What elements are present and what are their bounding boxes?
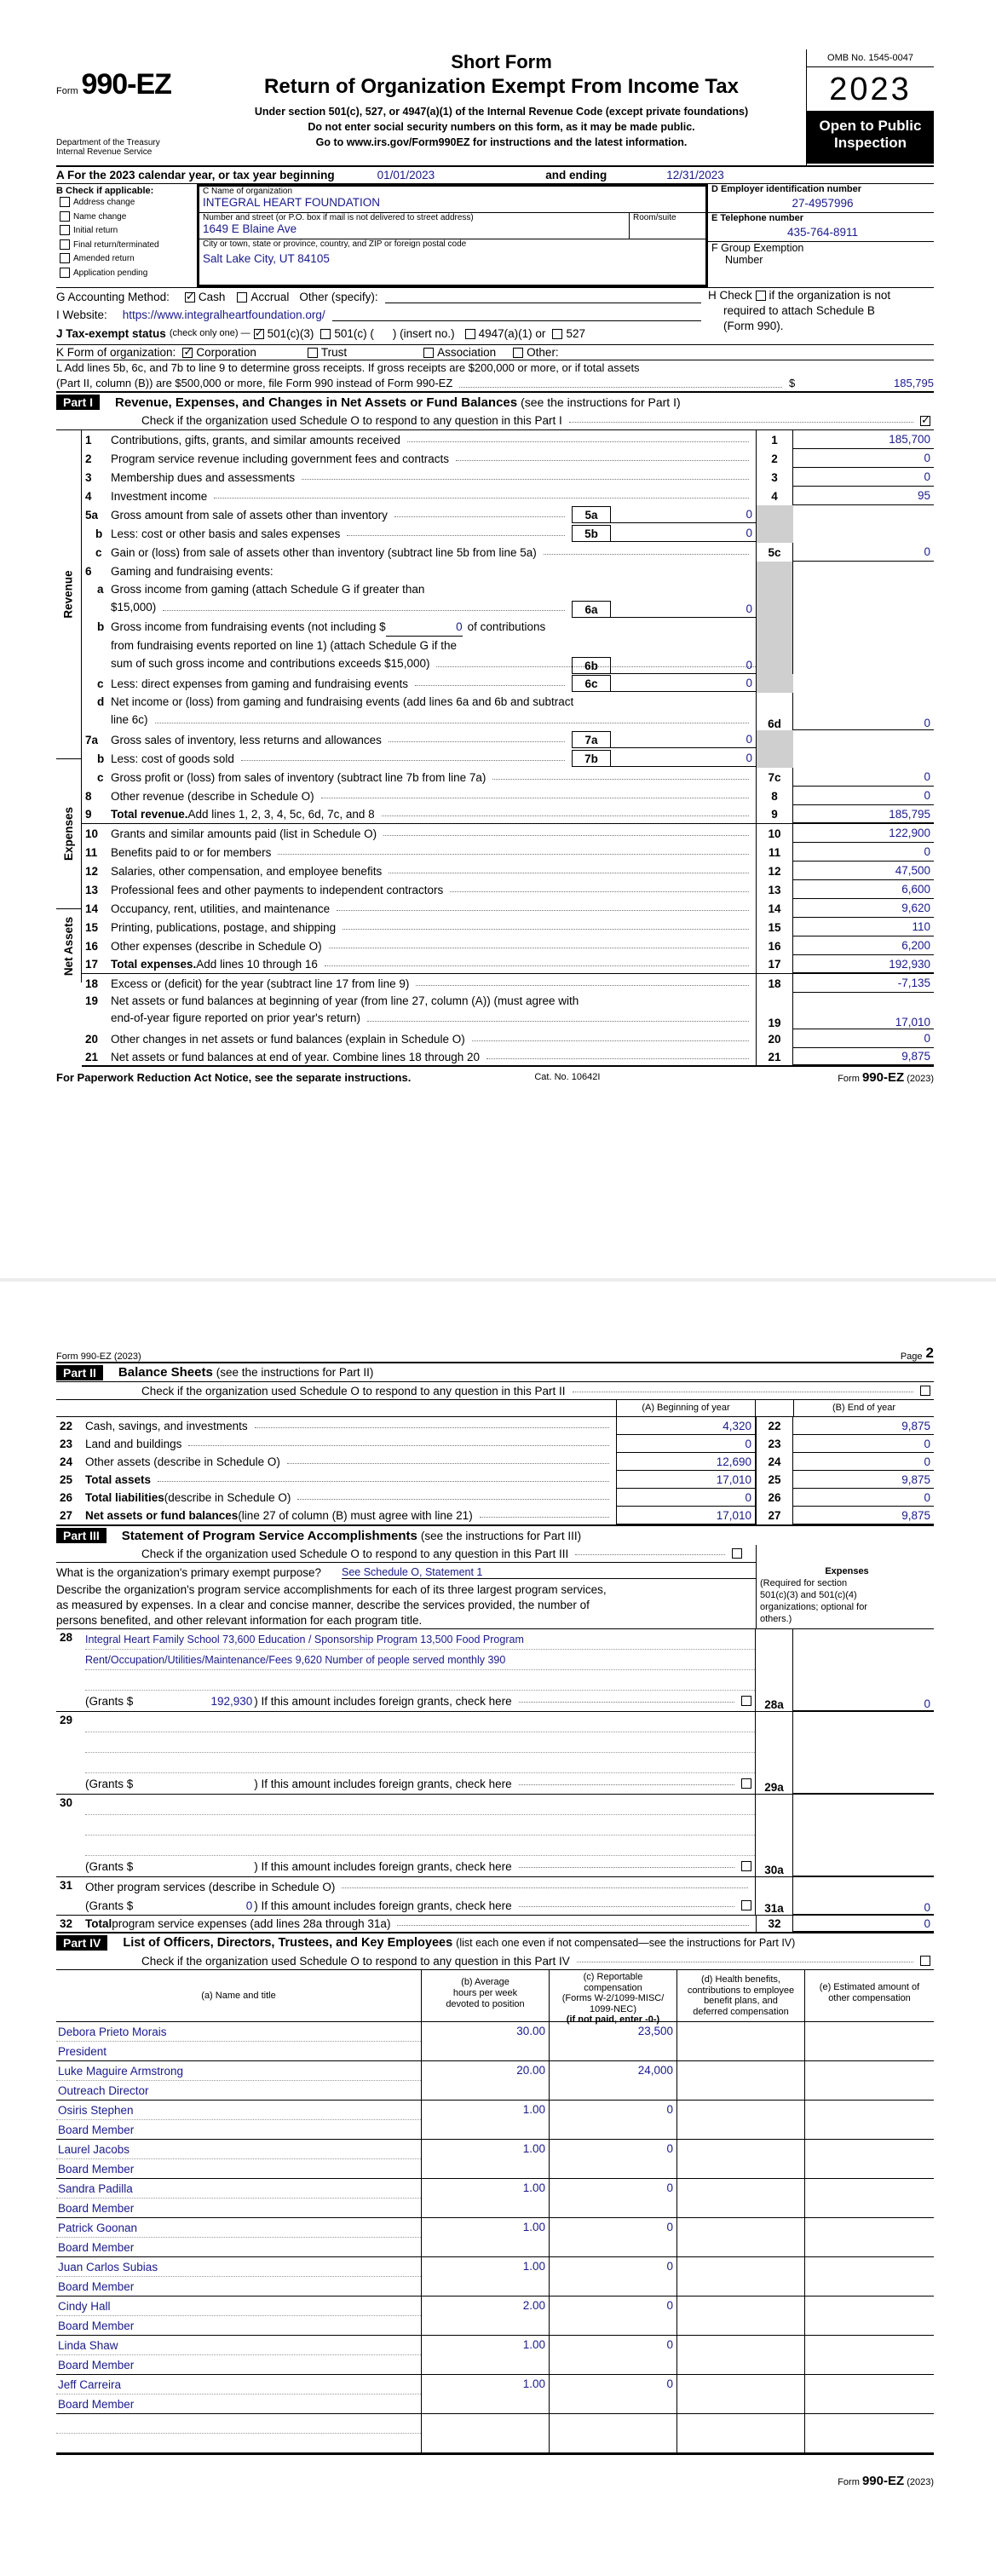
part1-title: Revenue, Expenses, and Changes in Net Assets or Fund Balances bbox=[115, 395, 518, 410]
line-a bbox=[56, 167, 934, 184]
line-18: 18 Excess or (deficit) for the year (subtract line 17 from line 9) 18 -7,135 bbox=[82, 974, 934, 993]
officer-compensation: 23,500 bbox=[549, 2022, 676, 2061]
balance-sheet-rows bbox=[56, 1416, 934, 1526]
total-revenue: 185,795 bbox=[793, 805, 934, 823]
officer-hours: 2.00 bbox=[421, 2297, 549, 2336]
line-h[interactable]: H Check if the organization is not bbox=[708, 289, 891, 302]
col-hours-1: (b) Average bbox=[461, 1977, 510, 1987]
line-l bbox=[56, 360, 934, 393]
line-3: 3 Membership dues and assessments 3 0 bbox=[82, 468, 934, 487]
j-501c3[interactable]: ✓ 501(c)(3) bbox=[254, 327, 314, 340]
line-17: 17 Total expenses. Add lines 10 through 16 17 192,930 bbox=[82, 955, 934, 974]
d-label: D Employer identification number bbox=[711, 184, 862, 194]
city-label: City or town, state or province, country, and ZIP or foreign postal code bbox=[203, 239, 467, 249]
part4-col-headers bbox=[56, 1969, 934, 2025]
officer-compensation: 24,000 bbox=[549, 2061, 676, 2101]
ein-value: 27-4957996 bbox=[792, 197, 854, 210]
officer-hours: 1.00 bbox=[421, 2336, 549, 2375]
open-public-label: Open to Public bbox=[819, 118, 922, 134]
part3-desc-1: Describe the organization's program service accomplishments for each of its three largest program services, bbox=[56, 1583, 607, 1596]
l-dollar: $ bbox=[789, 377, 796, 389]
line-11: 11 Benefits paid to or for members 11 0 bbox=[82, 843, 934, 862]
form-subtitle-3: Go to www.irs.gov/Form990EZ for instructions and the latest information. bbox=[315, 136, 688, 148]
officer-row-empty bbox=[56, 2414, 934, 2453]
line-7b: b Less: cost of goods sold 7b 0 bbox=[82, 749, 934, 768]
end-value: 9,875 bbox=[793, 1507, 934, 1524]
irs-label: Internal Revenue Service bbox=[56, 147, 153, 157]
page-number: 2 bbox=[925, 1345, 934, 1361]
officer-name: Patrick Goonan bbox=[56, 2218, 421, 2238]
officer-title: President bbox=[56, 2042, 421, 2061]
line-5b: b Less: cost or other basis and sales expenses 5b 0 bbox=[82, 524, 934, 543]
col-benefits-1: (d) Health benefits, bbox=[701, 1974, 780, 1985]
b-final-return[interactable]: Final return/terminated bbox=[60, 239, 197, 253]
g-cash[interactable]: ✓ Cash bbox=[185, 291, 226, 303]
col-other-2: other compensation bbox=[828, 1993, 911, 2003]
l-text-1: L Add lines 5b, 6c, and 7b to line 9 to determine gross receipts. If gross receipts are $200,000 or more, or if total assets bbox=[56, 361, 640, 374]
balance-row-27: 27 Net assets or fund balances (line 27 of column (B) must agree with line 21) 17,010 27 9,875 bbox=[56, 1507, 934, 1524]
officer-name: Sandra Padilla bbox=[56, 2179, 421, 2199]
line-6a: a Gross income from gaming (attach Schedule G if greater than $15,000) 6a 0 bbox=[82, 580, 934, 618]
cat-number: Cat. No. 10642I bbox=[534, 1072, 601, 1082]
line-1-amount: 185,700 bbox=[793, 430, 934, 449]
part3-schedule-o-checkbox[interactable] bbox=[732, 1548, 742, 1559]
balance-row-24: 24 Other assets (describe in Schedule O) 12,690 24 0 bbox=[56, 1453, 934, 1471]
form-number: 990-EZ bbox=[81, 68, 171, 101]
part3-header bbox=[56, 1526, 934, 1545]
g-accrual[interactable]: Accrual bbox=[237, 291, 289, 303]
part4-header bbox=[56, 1933, 934, 1969]
page1-footer: For Paperwork Reduction Act Notice, see the separate instructions. Cat. No. 10642I Form 990-EZ (2023) bbox=[56, 1069, 934, 1085]
end-value: 9,875 bbox=[793, 1471, 934, 1489]
expenses-note-4: others.) bbox=[760, 1614, 792, 1624]
officer-title: Board Member bbox=[56, 2159, 421, 2179]
expenses-note-2: 501(c)(3) and 501(c)(4) bbox=[760, 1590, 857, 1600]
officer-hours: 1.00 bbox=[421, 2375, 549, 2414]
k-label: K Form of organization: bbox=[56, 346, 176, 359]
officer-hours bbox=[421, 2414, 549, 2453]
i-label: I Website: bbox=[56, 308, 107, 321]
c-label: C Name of organization bbox=[203, 187, 293, 196]
line-16: 16 Other expenses (describe in Schedule O) 16 6,200 bbox=[82, 936, 934, 955]
part3-title: Statement of Program Service Accomplishments bbox=[121, 1528, 417, 1543]
part2-col-headers bbox=[56, 1399, 934, 1416]
officer-row bbox=[56, 2257, 934, 2297]
officer-name: Jeff Carreira bbox=[56, 2375, 421, 2394]
line-19: 19 Net assets or fund balances at beginning of year (from line 27, column (A)) (must agree with end-of-year figure reported on prior year's return) 19 17,010 bbox=[82, 993, 934, 1029]
paperwork-notice: For Paperwork Reduction Act Notice, see the separate instructions. bbox=[56, 1070, 412, 1084]
officer-title bbox=[56, 2434, 421, 2453]
balance-row-25: 25 Total assets 17,010 25 9,875 bbox=[56, 1471, 934, 1489]
officer-title: Board Member bbox=[56, 2238, 421, 2257]
end-value: 0 bbox=[793, 1453, 934, 1471]
line-6b: b Gross income from fundraising events (not including $ 0 of contributions from fundraising events reported on line 1) (attach Schedule G if the sum of such gross income and contributions exceeds $15,000) 6b 0 bbox=[82, 618, 934, 674]
officer-hours: 1.00 bbox=[421, 2179, 549, 2218]
line-8: 8 Other revenue (describe in Schedule O) 8 0 bbox=[82, 787, 934, 805]
program-28-grants: 192,930 bbox=[210, 1694, 253, 1708]
officer-row bbox=[56, 2101, 934, 2140]
line-21: 21 Net assets or fund balances at end of year. Combine lines 18 through 20 21 9,875 bbox=[82, 1048, 934, 1067]
officer-row bbox=[56, 2140, 934, 2179]
g-label: G Accounting Method: bbox=[56, 291, 170, 303]
program-28-desc-1: Integral Heart Family School 73,600 Education / Sponsorship Program 13,500 Food Program bbox=[85, 1629, 755, 1650]
col-hours-2: hours per week bbox=[452, 1988, 518, 1998]
officer-hours: 20.00 bbox=[421, 2061, 549, 2101]
col-comp-5: (if not paid, enter -0-) bbox=[566, 2014, 660, 2025]
part4-badge: Part IV bbox=[56, 1935, 107, 1951]
end-value: 9,875 bbox=[793, 1417, 934, 1435]
part2-check-text: Check if the organization used Schedule O to respond to any question in this Part II bbox=[141, 1384, 566, 1397]
officer-table bbox=[56, 2022, 934, 2455]
page-1 bbox=[56, 49, 934, 1087]
line-13: 13 Professional fees and other payments to independent contractors 13 6,600 bbox=[82, 880, 934, 899]
officer-compensation bbox=[549, 2414, 676, 2453]
part4-title: List of Officers, Directors, Trustees, and Key Employees bbox=[123, 1936, 453, 1950]
officer-row bbox=[56, 2336, 934, 2375]
officer-name bbox=[56, 2414, 421, 2434]
part4-schedule-o-checkbox[interactable] bbox=[920, 1956, 930, 1966]
expenses-note-3: organizations; optional for bbox=[760, 1602, 867, 1612]
primary-purpose-question: What is the organization's primary exempt purpose? bbox=[56, 1566, 321, 1579]
tax-year: 2023 bbox=[807, 67, 934, 112]
f-label-2: Number bbox=[725, 254, 763, 266]
officer-hours: 1.00 bbox=[421, 2257, 549, 2297]
form-title-short: Short Form bbox=[451, 51, 552, 72]
f-label: F Group Exemption bbox=[711, 242, 804, 254]
line-5c: c Gain or (loss) from sale of assets other than inventory (subtract line 5b from line 5a) 5c 0 bbox=[82, 543, 934, 562]
j-insert-no: ) (insert no.) bbox=[392, 326, 455, 340]
website-url[interactable]: https://www.integralheartfoundation.org/ bbox=[122, 308, 325, 321]
tax-year-begin: 01/01/2023 bbox=[377, 169, 435, 182]
expenses-col-header: Expenses bbox=[825, 1566, 869, 1576]
col-name-title: (a) Name and title bbox=[201, 1991, 276, 2001]
officer-title: Board Member bbox=[56, 2355, 421, 2375]
line-6d: d Net income or (loss) from gaming and fundraising events (add lines 6a and 6b and subtract line 6c) 6d 0 bbox=[82, 693, 934, 730]
part1-check-text: Check if the organization used Schedule O to respond to any question in this Part I bbox=[141, 414, 562, 427]
line-7a: 7a Gross sales of inventory, less returns and allowances 7a 0 bbox=[82, 730, 934, 749]
g-h-block bbox=[56, 288, 934, 344]
l-text-2: (Part II, column (B)) are $500,000 or more, file Form 990 instead of Form 990-EZ bbox=[56, 377, 453, 389]
line-g bbox=[56, 288, 708, 306]
line-2: 2 Program service revenue including government fees and contracts 2 0 bbox=[82, 449, 934, 468]
k-trust[interactable]: Trust bbox=[308, 346, 347, 359]
program-28-foreign-checkbox[interactable] bbox=[741, 1696, 751, 1706]
officer-row bbox=[56, 2022, 934, 2061]
line-6c: c Less: direct expenses from gaming and fundraising events 6c 0 bbox=[82, 674, 934, 693]
def-block bbox=[708, 184, 934, 287]
form-subtitle-1: Under section 501(c), 527, or 4947(a)(1) of the Internal Revenue Code (except private foundations) bbox=[254, 106, 749, 118]
col-comp-1: (c) Reportable bbox=[583, 1972, 643, 1982]
room-label: Room/suite bbox=[629, 213, 705, 239]
officer-name: Juan Carlos Subias bbox=[56, 2257, 421, 2277]
part4-check-text: Check if the organization used Schedule O to respond to any question in this Part IV bbox=[141, 1954, 570, 1968]
phone-value: 435-764-8911 bbox=[786, 226, 859, 239]
b-label: B Check if applicable: bbox=[56, 186, 154, 196]
line-k bbox=[56, 344, 934, 360]
col-benefits-3: benefit plans, and bbox=[704, 1996, 778, 2006]
part3-desc-3: persons benefited, and other relevant information for each program title. bbox=[56, 1614, 423, 1627]
part3-check-text: Check if the organization used Schedule O to respond to any question in this Part III bbox=[141, 1547, 569, 1560]
officer-name: Laurel Jacobs bbox=[56, 2140, 421, 2159]
line-7c: c Gross profit or (loss) from sales of inventory (subtract line 7b from line 7a) 7c 0 bbox=[82, 768, 934, 787]
line-3-amount: 0 bbox=[793, 468, 934, 487]
b-application-pending[interactable]: Application pending bbox=[60, 267, 197, 281]
end-value: 0 bbox=[793, 1489, 934, 1507]
officer-row bbox=[56, 2061, 934, 2101]
part1-lines bbox=[56, 430, 934, 1067]
revenue-label: Revenue bbox=[62, 570, 75, 619]
part3-body bbox=[56, 1545, 934, 1628]
col-comp-4: 1099-NEC) bbox=[589, 2003, 637, 2014]
line-15: 15 Printing, publications, postage, and shipping 15 110 bbox=[82, 918, 934, 936]
e-label: E Telephone number bbox=[708, 212, 934, 223]
part2-title: Balance Sheets bbox=[118, 1365, 213, 1380]
part2-note: (see the instructions for Part II) bbox=[216, 1366, 374, 1379]
org-name: INTEGRAL HEART FOUNDATION bbox=[203, 196, 381, 209]
officer-title: Board Member bbox=[56, 2316, 421, 2336]
gross-receipts: 185,795 bbox=[894, 377, 934, 389]
col-a-header: (A) Beginning of year bbox=[616, 1400, 756, 1416]
beginning-value: 4,320 bbox=[616, 1417, 756, 1435]
beginning-value: 17,010 bbox=[616, 1507, 756, 1524]
program-30-foreign-checkbox[interactable] bbox=[741, 1861, 751, 1871]
officer-name: Debora Prieto Morais bbox=[56, 2022, 421, 2042]
total-program-expenses: 0 bbox=[793, 1916, 934, 1932]
line-a-label: A For the 2023 calendar year, or tax year beginning bbox=[56, 169, 335, 182]
program-31-foreign-checkbox[interactable] bbox=[741, 1900, 751, 1910]
h-text-3: required to attach Schedule B bbox=[723, 304, 875, 317]
line-9: 9 Total revenue. Add lines 1, 2, 3, 4, 5c, 6d, 7c, and 8 9 185,795 bbox=[82, 805, 934, 824]
line-10: 10 Grants and similar amounts paid (list in Schedule O) 10 122,900 bbox=[82, 824, 934, 843]
j-527[interactable]: 527 bbox=[552, 327, 585, 340]
officer-compensation: 0 bbox=[549, 2218, 676, 2257]
page2-form-label: Form 990-EZ (2023) bbox=[56, 1351, 141, 1362]
part2-schedule-o-checkbox[interactable] bbox=[920, 1386, 930, 1396]
j-501c[interactable]: 501(c) ( bbox=[320, 327, 374, 340]
officer-title: Board Member bbox=[56, 2120, 421, 2140]
officer-row bbox=[56, 2218, 934, 2257]
c-block bbox=[197, 184, 708, 287]
and-ending-label: and ending bbox=[545, 169, 607, 182]
officer-compensation: 0 bbox=[549, 2140, 676, 2179]
expenses-note-1: (Required for section bbox=[760, 1578, 848, 1588]
officer-compensation: 0 bbox=[549, 2179, 676, 2218]
officer-compensation: 0 bbox=[549, 2336, 676, 2375]
col-comp-2: compensation bbox=[584, 1982, 642, 1993]
page-separator bbox=[0, 1278, 996, 1282]
line-28: 28 Integral Heart Family School 73,600 Education / Sponsorship Program 13,500 Food Program Rent/Occupation/Utilities/Maintenance/Fees 9,620 Number of people served monthly 390 (Grants $ 192,930 ) If this amount includes foreign grants, check here 28a 0 bbox=[56, 1628, 934, 1711]
officer-compensation: 0 bbox=[549, 2257, 676, 2297]
officer-title: Board Member bbox=[56, 2277, 421, 2297]
j-4947[interactable]: 4947(a)(1) or bbox=[465, 327, 546, 340]
page2-header bbox=[56, 1345, 934, 1363]
officer-hours: 1.00 bbox=[421, 2218, 549, 2257]
footer2-form-number: 990-EZ bbox=[861, 2474, 905, 2488]
street-label: Number and street (or P.O. box if mail is not delivered to street address) bbox=[203, 213, 474, 222]
form-subtitle-2: Do not enter social security numbers on this form, as it may be made public. bbox=[308, 121, 695, 133]
expenses-label: Expenses bbox=[62, 806, 76, 862]
col-benefits-4: deferred compensation bbox=[693, 2006, 789, 2017]
page2-footer: Form 990-EZ (2023) bbox=[838, 2474, 934, 2488]
k-corporation[interactable]: ✓ Corporation bbox=[182, 346, 256, 359]
balance-row-26: 26 Total liabilities (describe in Schedule O) 0 26 0 bbox=[56, 1489, 934, 1507]
beginning-value: 12,690 bbox=[616, 1453, 756, 1471]
officer-row bbox=[56, 2297, 934, 2336]
line-5a: 5a Gross amount from sale of assets other than inventory 5a 0 bbox=[82, 505, 934, 524]
part3-note: (see the instructions for Part III) bbox=[420, 1529, 582, 1542]
officer-name: Cindy Hall bbox=[56, 2297, 421, 2316]
col-b-header: (B) End of year bbox=[793, 1400, 934, 1416]
program-28-desc-2: Rent/Occupation/Utilities/Maintenance/Fees 9,620 Number of people served monthly 390 bbox=[85, 1650, 755, 1670]
dept-label: Department of the Treasury bbox=[56, 138, 160, 147]
total-expenses: 192,930 bbox=[793, 955, 934, 973]
line-29: 29 (Grants $ ) If this amount includes foreign grants, check here 29a bbox=[56, 1711, 934, 1794]
line-32: 32 Total program service expenses (add lines 28a through 31a) 32 0 bbox=[56, 1915, 934, 1933]
col-comp-3: (Forms W-2/1099-MISC/ bbox=[561, 1993, 665, 2003]
officer-name: Luke Maguire Armstrong bbox=[56, 2061, 421, 2081]
officer-compensation: 0 bbox=[549, 2297, 676, 2336]
footer-form-number: 990-EZ bbox=[861, 1069, 905, 1085]
col-benefits-2: contributions to employee bbox=[687, 1985, 795, 1996]
officer-compensation: 0 bbox=[549, 2375, 676, 2414]
balance-row-23: 23 Land and buildings 0 23 0 bbox=[56, 1435, 934, 1453]
form-title: Return of Organization Exempt From Income Tax bbox=[264, 75, 739, 98]
part1-schedule-o-checkbox[interactable] bbox=[920, 416, 930, 426]
part3-badge: Part III bbox=[56, 1528, 107, 1543]
end-value: 0 bbox=[793, 1435, 934, 1453]
officer-hours: 1.00 bbox=[421, 2101, 549, 2140]
program-28-expenses: 0 bbox=[793, 1629, 934, 1711]
part1-title-note: (see the instructions for Part I) bbox=[521, 395, 681, 409]
part2-badge: Part II bbox=[56, 1365, 103, 1380]
org-street: 1649 E Blaine Ave bbox=[203, 222, 297, 235]
net-assets-label: Net Assets bbox=[62, 916, 75, 976]
officer-name: Osiris Stephen bbox=[56, 2101, 421, 2120]
net-assets-end: 9,875 bbox=[793, 1048, 934, 1065]
officer-name: Linda Shaw bbox=[56, 2336, 421, 2355]
col-hours-3: devoted to position bbox=[446, 1999, 525, 2009]
beginning-value: 0 bbox=[616, 1489, 756, 1507]
form-header bbox=[56, 49, 934, 167]
j-label: J Tax-exempt status bbox=[56, 326, 166, 340]
officer-compensation: 0 bbox=[549, 2101, 676, 2140]
officer-hours: 1.00 bbox=[421, 2140, 549, 2179]
col-other-1: (e) Estimated amount of bbox=[819, 1982, 920, 1992]
omb-number: OMB No. 1545-0047 bbox=[807, 49, 934, 67]
line-2-amount: 0 bbox=[793, 449, 934, 468]
line-6: 6 Gaming and fundraising events: bbox=[82, 562, 934, 580]
h-text-4: (Form 990). bbox=[723, 320, 784, 332]
beginning-value: 17,010 bbox=[616, 1471, 756, 1489]
page-label: Page bbox=[900, 1351, 923, 1362]
part2-header bbox=[56, 1363, 934, 1399]
line-4-amount: 95 bbox=[793, 487, 934, 505]
page-2 bbox=[56, 1345, 934, 2488]
org-city: Salt Lake City, UT 84105 bbox=[203, 252, 330, 265]
line-1: 1 Contributions, gifts, grants, and similar amounts received 1 185,700 bbox=[82, 430, 934, 449]
b-check-block bbox=[56, 184, 197, 287]
org-info-block bbox=[56, 184, 934, 288]
part1-badge: Part I bbox=[56, 395, 100, 410]
k-association[interactable]: Association bbox=[423, 346, 496, 359]
g-other: Other (specify): bbox=[299, 291, 378, 303]
line-12: 12 Salaries, other compensation, and employee benefits 12 47,500 bbox=[82, 862, 934, 880]
officer-title: Board Member bbox=[56, 2199, 421, 2218]
tax-year-end: 12/31/2023 bbox=[666, 169, 724, 182]
balance-row-22: 22 Cash, savings, and investments 4,320 22 9,875 bbox=[56, 1417, 934, 1435]
program-29-foreign-checkbox[interactable] bbox=[741, 1778, 751, 1789]
officer-title: Outreach Director bbox=[56, 2081, 421, 2101]
b-initial-return[interactable]: Initial return bbox=[60, 224, 197, 239]
k-other[interactable]: Other: bbox=[513, 346, 559, 359]
officer-row bbox=[56, 2179, 934, 2218]
j-note: (check only one) — bbox=[169, 328, 250, 338]
inspection-label: Inspection bbox=[833, 135, 907, 151]
line-4: 4 Investment income 4 95 bbox=[82, 487, 934, 505]
form-word: Form bbox=[56, 86, 78, 96]
line-i bbox=[56, 306, 708, 324]
b-amended-return[interactable]: Amended return bbox=[60, 252, 197, 267]
b-address-change[interactable]: Address change bbox=[60, 196, 197, 210]
primary-purpose-value: See Schedule O, Statement 1 bbox=[342, 1566, 756, 1579]
line-20: 20 Other changes in net assets or fund balances (explain in Schedule O) 20 0 bbox=[82, 1029, 934, 1048]
part1-header bbox=[56, 393, 934, 430]
line-14: 14 Occupancy, rent, utilities, and maintenance 14 9,620 bbox=[82, 899, 934, 918]
officer-title: Board Member bbox=[56, 2394, 421, 2414]
line-31: 31 Other program services (describe in Schedule O) (Grants $ 0 ) If this amount includes foreign grants, check here 31a 0 bbox=[56, 1876, 934, 1915]
line-30: 30 (Grants $ ) If this amount includes foreign grants, check here 30a bbox=[56, 1794, 934, 1876]
officer-row bbox=[56, 2375, 934, 2414]
part4-note: (list each one even if not compensated—see the instructions for Part IV) bbox=[456, 1937, 796, 1949]
b-name-change[interactable]: Name change bbox=[60, 210, 197, 225]
beginning-value: 0 bbox=[616, 1435, 756, 1453]
part3-desc-2: as measured by expenses. In a clear and concise manner, describe the services provided, the number of bbox=[56, 1599, 590, 1611]
line-j bbox=[56, 324, 708, 343]
officer-hours: 30.00 bbox=[421, 2022, 549, 2061]
